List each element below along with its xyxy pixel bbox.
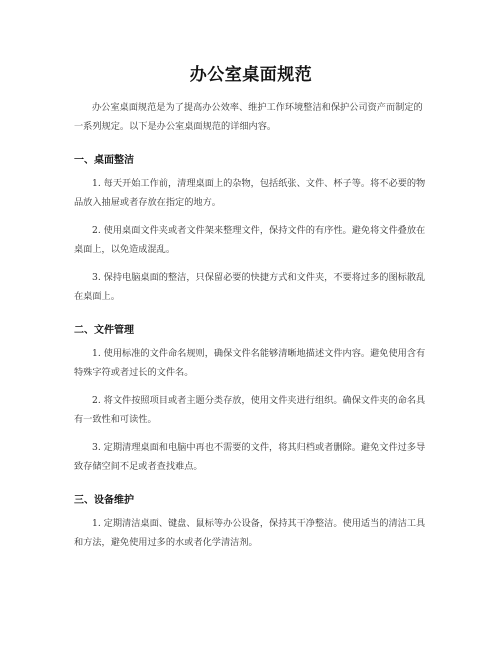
section-heading-equipment-maintenance: 三、设备维护 (74, 495, 134, 506)
document-title: 办公室桌面规范 (189, 65, 313, 85)
section-2-item-2: 2. 将文件按照项目或者主题分类存放，使用文件夹进行组织。确保文件夹的命名具有一致性和可读性。 (74, 395, 426, 425)
section-2-item-3: 3. 定期清理桌面和电脑中再也不需要的文件，将其归档或者删除。避免文件过多导致存储空间不足或者查找难点。 (74, 442, 426, 472)
intro-paragraph: 办公室桌面规范是为了提高办公效率、维护工作环境整洁和保护公司资产而制定的一系列规定。以下是办公室桌面规范的详细内容。 (74, 102, 423, 132)
section-2-item-1: 1. 使用标准的文件命名规则，确保文件名能够清晰地描述文件内容。避免使用含有特殊字符或者过长的文件名。 (74, 348, 426, 378)
section-1-item-3: 3. 保持电脑桌面的整洁，只保留必要的快捷方式和文件夹，不要将过多的图标散乱在桌面上。 (74, 272, 426, 302)
section-3-item-1: 1. 定期清洁桌面、键盘、鼠标等办公设备，保持其干净整洁。使用适当的清洁工具和方法，避免使用过多的水或者化学清洁剂。 (74, 518, 426, 548)
section-1-item-2: 2. 使用桌面文件夹或者文件架来整理文件，保持文件的有序性。避免将文件叠放在桌面上，以免造成混乱。 (74, 225, 426, 255)
section-1-item-1: 1. 每天开始工作前，清理桌面上的杂物，包括纸张、文件、杯子等。将不必要的物品放入抽屉或者存放在指定的地方。 (74, 178, 426, 208)
section-heading-file-management: 二、文件管理 (74, 325, 134, 336)
section-heading-desk-tidiness: 一、桌面整洁 (74, 155, 134, 166)
